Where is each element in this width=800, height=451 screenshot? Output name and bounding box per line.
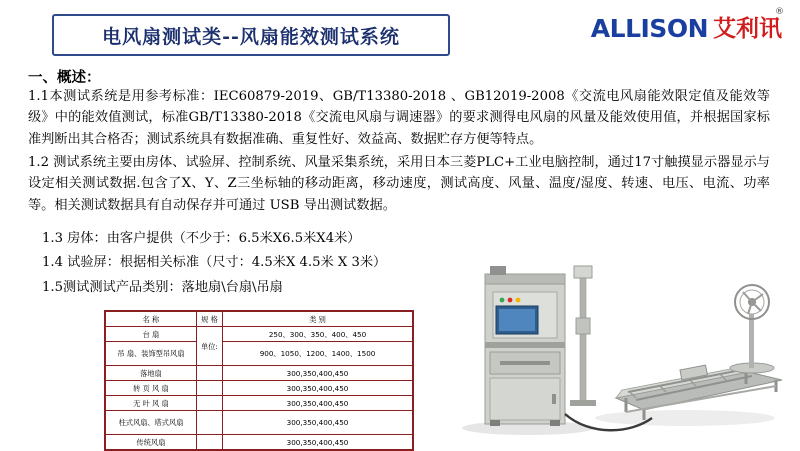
logo-english-text: ALLISON: [590, 14, 708, 43]
table-cell-name: 柱式风扇、塔式风扇: [106, 411, 197, 435]
table-row: [106, 327, 413, 342]
paragraph-1-5: 1.5测试测试产品类别：落地扇\台扇\吊扇: [42, 280, 283, 295]
table-cell-category: 300,350,400,450: [223, 411, 413, 435]
table-cell-name: 转 页 风 扇: [106, 381, 197, 396]
table-cell-unit: [196, 411, 222, 435]
table-header-category: 类 别: [223, 312, 413, 327]
table-cell-name: 吊 扇、装饰型吊风扇: [106, 342, 197, 366]
equipment-photo: [430, 222, 790, 444]
table-row: [106, 381, 413, 396]
table-cell-name: 无 叶 风 扇: [106, 396, 197, 411]
table-row: [106, 411, 413, 435]
table-row: [106, 435, 413, 450]
table-cell-name: 传统风扇: [106, 435, 197, 450]
paragraph-1-1: 1.1本测试系统是用参考标准：IEC60879-2019、GB/T13380-2018 、GB12019-2008《交流电风扇能效限定值及能效等级》中的能效值测试，标准GB/T13380-2018《交流电风扇与调速器》的要求测得电风扇的风量及能效使用值，并根据国家标准判断出其合格否；测试系统具有数据准确、重复性好、效益高、数据贮存方便等特点。: [28, 89, 770, 147]
table-row: [106, 342, 413, 366]
paragraph-1-3: 1.3 房体：由客户提供（不少于：6.5米X6.5米X4米）: [42, 231, 361, 246]
table-header-spec: 规 格: [196, 312, 222, 327]
table-row: [106, 396, 413, 411]
table-cell-name: 台 扇: [106, 327, 197, 342]
paragraph-1-2: 1.2 测试系统主要由房体、试验屏、控制系统、风量采集系统，采用日本三菱PLC+工业电脑控制，通过17寸触摸显示器显示与设定相关测试数据.包含了X、Y、Z三坐标轴的移动距离，移动速度，测试高度、风量、温度/湿度、转速、电压、电流、功率等。相关测试数据具有自动保存并可通过 USB 导出测试数据。: [28, 155, 770, 213]
table-header-name: 名 称: [106, 312, 197, 327]
control-cabinet-graphic: [485, 266, 565, 426]
table-cell-name: 落地扇: [106, 366, 197, 381]
section-heading: 一、概述：: [28, 69, 101, 86]
table-cell-unit: [196, 381, 222, 396]
paragraph-1-4: 1.4 试验屏：根据相关标准（尺寸：4.5米X 4.5米 X 3米）: [42, 255, 387, 270]
table-cell-unit: 单位:: [196, 327, 222, 366]
table-cell-category: 250、300、350、400、450: [223, 327, 413, 342]
table-cell-unit: [196, 396, 222, 411]
logo-chinese-text: 艾利讯: [713, 16, 782, 42]
slide-title-box: [52, 14, 450, 56]
table-cell-category: 300,350,400,450: [223, 366, 413, 381]
table-cell-category: 300,350,400,450: [223, 396, 413, 411]
table-cell-category: 900、1050、1200、1400、1500: [223, 342, 413, 366]
product-category-table: [104, 310, 414, 451]
company-logo: [590, 7, 784, 43]
table-header-row: [106, 312, 413, 327]
table-row: [106, 366, 413, 381]
table-cell-category: 300,350,400,450: [223, 381, 413, 396]
registered-trademark-icon: ®: [775, 7, 784, 17]
table-cell-unit: [196, 366, 222, 381]
page-title: 电风扇测试类--风扇能效测试系统: [102, 25, 400, 48]
table-cell-unit: [196, 435, 222, 450]
table-cell-category: 300,350,400,450: [223, 435, 413, 450]
